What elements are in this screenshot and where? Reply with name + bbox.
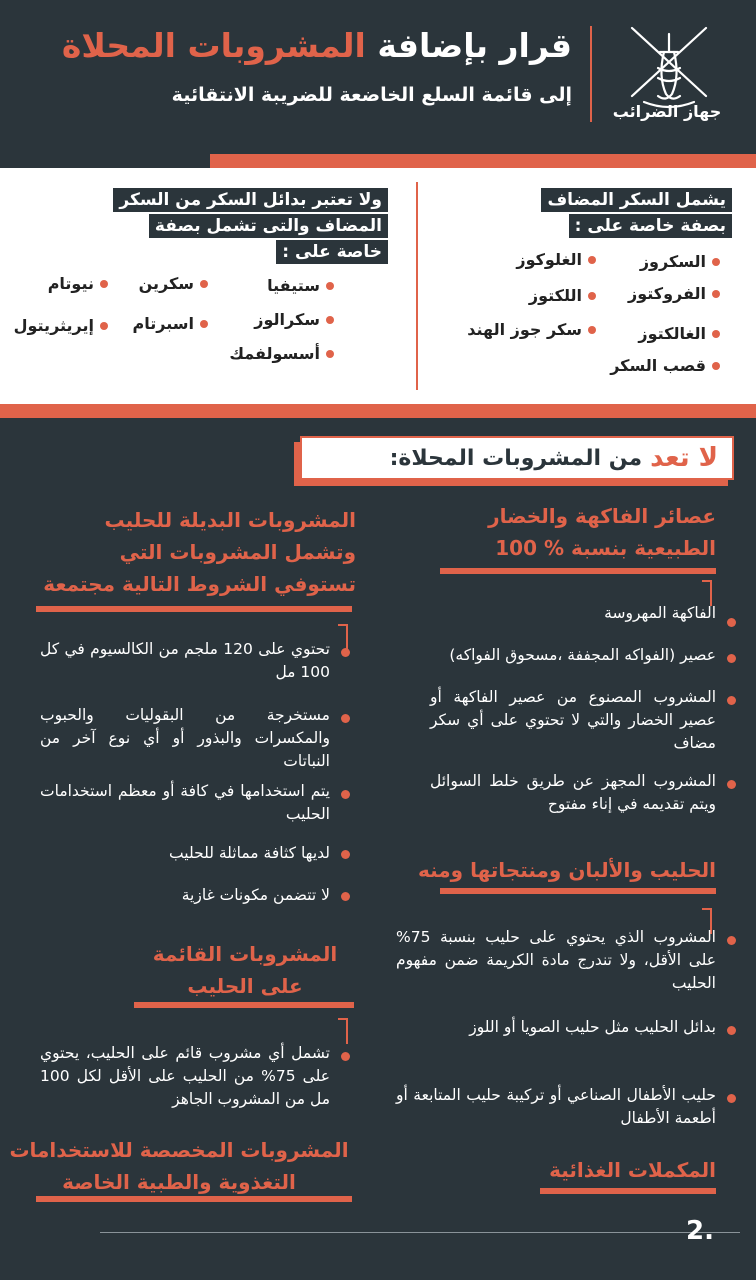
juice-heading: عصائر الفاكهة والخضار الطبيعية بنسبة % 100 [488,504,716,560]
bullet-dot [712,362,720,370]
medical-underline [36,1196,352,1202]
bullet-dot [712,330,720,338]
supplements-heading: المكملات الغذائية [549,1158,716,1182]
milk-alternative-item: لا تتضمن مكونات غازية [40,884,330,907]
sugar-item: قصب السكر [610,356,720,375]
dairy-item: بدائل الحليب مثل حليب الصويا أو اللوز [396,1016,716,1039]
bullet-dot [200,320,208,328]
juice-item: المشروب المجهز عن طريق خلط السوائل ويتم تقديمه في إناء مفتوح [430,770,716,816]
sugar-item: السكروز [640,252,720,271]
bracket-decoration [338,1018,348,1044]
bracket-decoration [338,624,348,650]
sugar-item: الغالكتوز [638,324,720,343]
title-prefix: قرار بإضافة [377,26,572,65]
sugar-item: الفروكتوز [628,284,720,303]
milk-alternative-item: تحتوي على 120 ملجم من الكالسيوم في كل 100 مل [40,638,330,684]
added-sugar-label-2: بصفة خاصة على : [569,214,732,238]
substitute-item: أسسولفمك [229,344,334,363]
substitutes-label-1: ولا تعتبر بدائل السكر من السكر [113,188,388,212]
orange-strip [210,154,756,168]
sugar-item: سكر جوز الهند [467,320,596,339]
bullet-dot [588,256,596,264]
milk-alternatives-underline [36,606,352,612]
substitute-item: سكرين [139,274,208,293]
sugar-item: الغلوكوز [516,250,596,269]
section-header [300,436,734,480]
bullet-dot [100,280,108,288]
dairy-underline [440,888,716,894]
juice-item: عصير (الفواكه المجففة ،مسحوق الفواكه) [396,644,716,667]
orange-strip [0,404,756,418]
page-number: .2 [686,1216,714,1246]
bullet-dot [326,316,334,324]
bullet-dot [712,258,720,266]
substitute-item: إيريثريتول [14,316,108,335]
milk-alternative-item: مستخرجة من البقوليات والحبوب والمكسرات والبذور أو أي نوع آخر من النباتات [40,704,330,773]
bullet-dot [588,326,596,334]
footer-line [100,1232,740,1233]
juice-item: المشروب المصنوع من عصير الفاكهة أو عصير الخضار والتي لا تحتوي على أي سكر مضاف [430,686,716,755]
page-subtitle: إلى قائمة السلع الخاضعة للضريبة الانتقائية [171,84,572,106]
juice-underline [440,568,716,574]
milk-alternatives-heading: المشروبات البديلة للحليب وتشمل المشروبات التي تستوفي الشروط التالية مجتمعة [43,508,356,596]
header-divider [590,26,592,122]
dairy-heading: الحليب والألبان ومنتجاتها ومنه [418,858,716,882]
bullet-dot [326,350,334,358]
milk-based-heading: المشروبات القائمة على الحليب [152,942,338,998]
substitutes-label-2: المضاف والتى تشمل بصفة [149,214,388,238]
panel-divider [416,182,418,390]
milk-alternative-item: يتم استخدامها في كافة أو معظم استخدامات الحليب [40,780,330,826]
bullet-dot [100,322,108,330]
medical-heading: المشروبات المخصصة للاستخدامات التغذوية والطبية الخاصة [9,1138,349,1194]
juice-item: الفاكهة المهروسة [396,602,716,625]
supplements-underline [540,1188,716,1194]
bullet-dot [712,290,720,298]
milk-alternative-item: لديها كثافة مماثلة للحليب [40,842,330,865]
milk-based-item: تشمل أي مشروب قائم على الحليب، يحتوي على 75% من الحليب على الأقل لكل 100 مل من المشروب الجاهز [40,1042,330,1111]
title-accent: المشروبات المحلاة [61,26,366,65]
header [0,0,756,168]
dairy-item: حليب الأطفال الصناعي أو تركيبة حليب المتابعة أو أطعمة الأطفال [396,1084,716,1130]
substitutes-label-3: خاصة على : [276,240,388,264]
substitute-item: سكرالوز [254,310,334,329]
section-header-accent: لا تعد [650,443,718,473]
milk-based-underline [134,1002,354,1008]
bullet-dot [200,280,208,288]
substitute-item: ستيفيا [267,276,334,295]
sugar-panel [0,168,756,404]
dairy-item: المشروب الذي يحتوي على حليب بنسبة 75% على الأقل، ولا تندرج مادة الكريمة ضمن مفهوم الحليب [396,926,716,995]
bullet-dot [326,282,334,290]
page-title [62,26,572,65]
sugar-item: اللكتوز [529,286,596,305]
added-sugar-label-1: يشمل السكر المضاف [541,188,732,212]
bullet-dot [588,292,596,300]
logo-caption: جهاز الضرائب [612,102,722,121]
section-header-title: من المشروبات المحلاة: [389,445,643,471]
substitute-item: نيوتام [48,274,108,293]
substitute-item: اسبرتام [133,314,208,333]
